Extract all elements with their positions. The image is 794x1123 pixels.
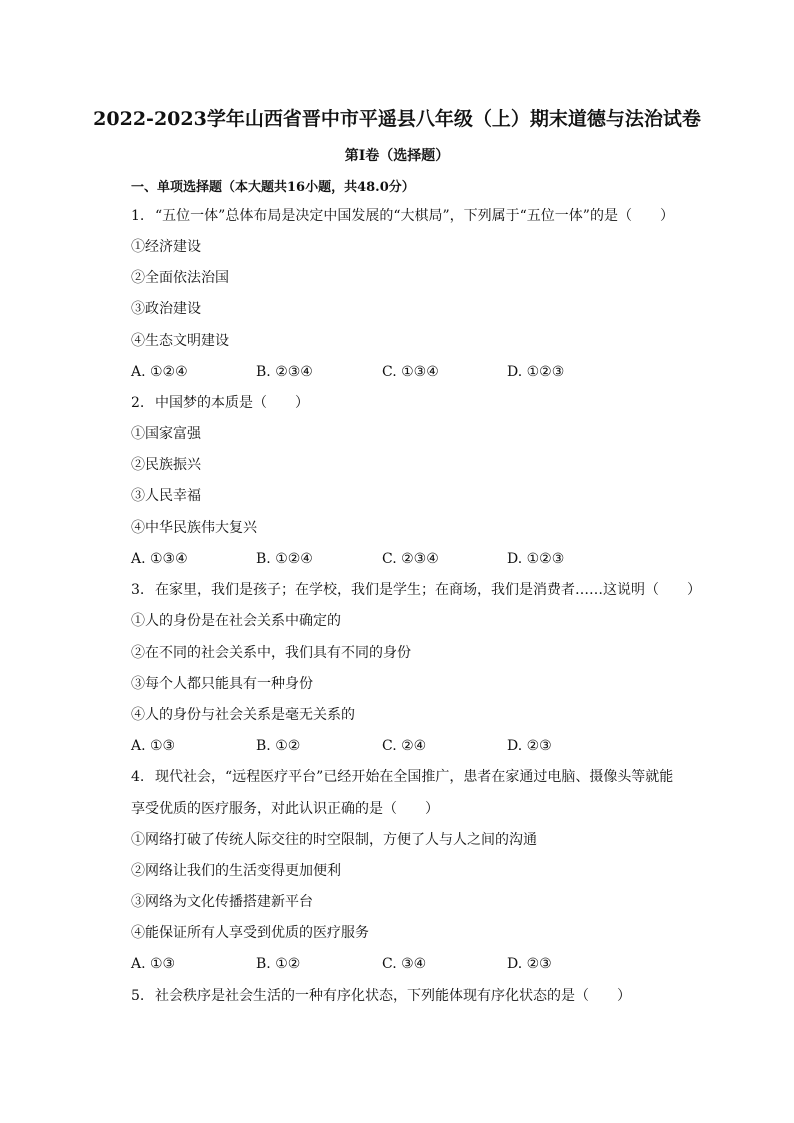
- question-2-stem: [131, 393, 309, 413]
- question-1-statement-3: ③政治建设: [131, 301, 201, 317]
- question-4-statement-3: ③网络为文化传播搭建新平台: [131, 894, 313, 910]
- question-2-statement-4: ④中华民族伟大复兴: [131, 520, 257, 536]
- question-4-choice-c: C. ③④: [382, 956, 427, 972]
- question-4-choice-a: A. ①③: [131, 956, 176, 972]
- question-1-statement-2: ②全面依法治国: [131, 270, 229, 286]
- question-number: 2.: [131, 395, 145, 411]
- question-text: 现代社会，“远程医疗平台”已经开始在全国推广，患者在家通过电脑、摄像头等就能: [155, 769, 674, 785]
- question-4-stem: [131, 767, 673, 787]
- section-heading: 一、单项选择题（本大题共16小题，共48.0分）: [131, 180, 415, 195]
- question-1-choice-b: B. ②③④: [256, 364, 313, 380]
- question-number: 5.: [131, 988, 145, 1004]
- question-3-choice-c: C. ②④: [382, 738, 427, 754]
- question-text: 中国梦的本质是（ ）: [155, 395, 309, 411]
- question-3-statement-2: ②在不同的社会关系中，我们具有不同的身份: [131, 645, 411, 661]
- question-number: 4.: [131, 769, 145, 785]
- question-3-choice-b: B. ①②: [256, 738, 301, 754]
- question-number: 1.: [131, 208, 145, 224]
- question-1-stem: [131, 206, 674, 226]
- question-text: “五位一体”总体布局是决定中国发展的“大棋局”，下列属于“五位一体”的是（ ）: [155, 208, 674, 224]
- question-1-choice-c: C. ①③④: [382, 364, 439, 380]
- question-text: 社会秩序是社会生活的一种有序化状态，下列能体现有序化状态的是（ ）: [155, 988, 631, 1004]
- question-1-choice-a: A. ①②④: [131, 364, 188, 380]
- question-1-choice-d: D. ①②③: [507, 364, 565, 380]
- question-3-stem: [131, 580, 701, 600]
- question-number: 3.: [131, 582, 145, 598]
- question-3-choice-d: D. ②③: [507, 738, 552, 754]
- question-4-choice-d: D. ②③: [507, 956, 552, 972]
- question-3-statement-1: ①人的身份是在社会关系中确定的: [131, 613, 341, 629]
- question-2-statement-3: ③人民幸福: [131, 488, 201, 504]
- question-4-statement-1: ①网络打破了传统人际交往的时空限制，方便了人与人之间的沟通: [131, 832, 537, 848]
- question-4-stem-continued: 享受优质的医疗服务，对此认识正确的是（ ）: [131, 801, 439, 817]
- question-2-choice-d: D. ①②③: [507, 551, 565, 567]
- question-1-statement-1: ①经济建设: [131, 239, 201, 255]
- question-2-choice-a: A. ①③④: [131, 551, 188, 567]
- question-4-statement-2: ②网络让我们的生活变得更加便利: [131, 863, 341, 879]
- question-4-statement-4: ④能保证所有人享受到优质的医疗服务: [131, 925, 369, 941]
- question-1-statement-4: ④生态文明建设: [131, 333, 229, 349]
- question-3-statement-4: ④人的身份与社会关系是毫无关系的: [131, 707, 355, 723]
- question-3-choice-a: A. ①③: [131, 738, 176, 754]
- question-3-statement-3: ③每个人都只能具有一种身份: [131, 676, 313, 692]
- question-2-choice-b: B. ①②④: [256, 551, 313, 567]
- page-title: 2022-2023学年山西省晋中市平遥县八年级（上）期末道德与法治试卷: [93, 108, 701, 130]
- question-2-statement-1: ①国家富强: [131, 426, 201, 442]
- question-2-choice-c: C. ②③④: [382, 551, 439, 567]
- question-4-choice-b: B. ①②: [256, 956, 301, 972]
- question-5-stem: [131, 986, 631, 1006]
- question-2-statement-2: ②民族振兴: [131, 457, 201, 473]
- section-volume-title: 第Ⅰ卷（选择题）: [344, 148, 450, 164]
- question-text: 在家里，我们是孩子；在学校，我们是学生；在商场，我们是消费者……这说明（ ）: [155, 582, 701, 598]
